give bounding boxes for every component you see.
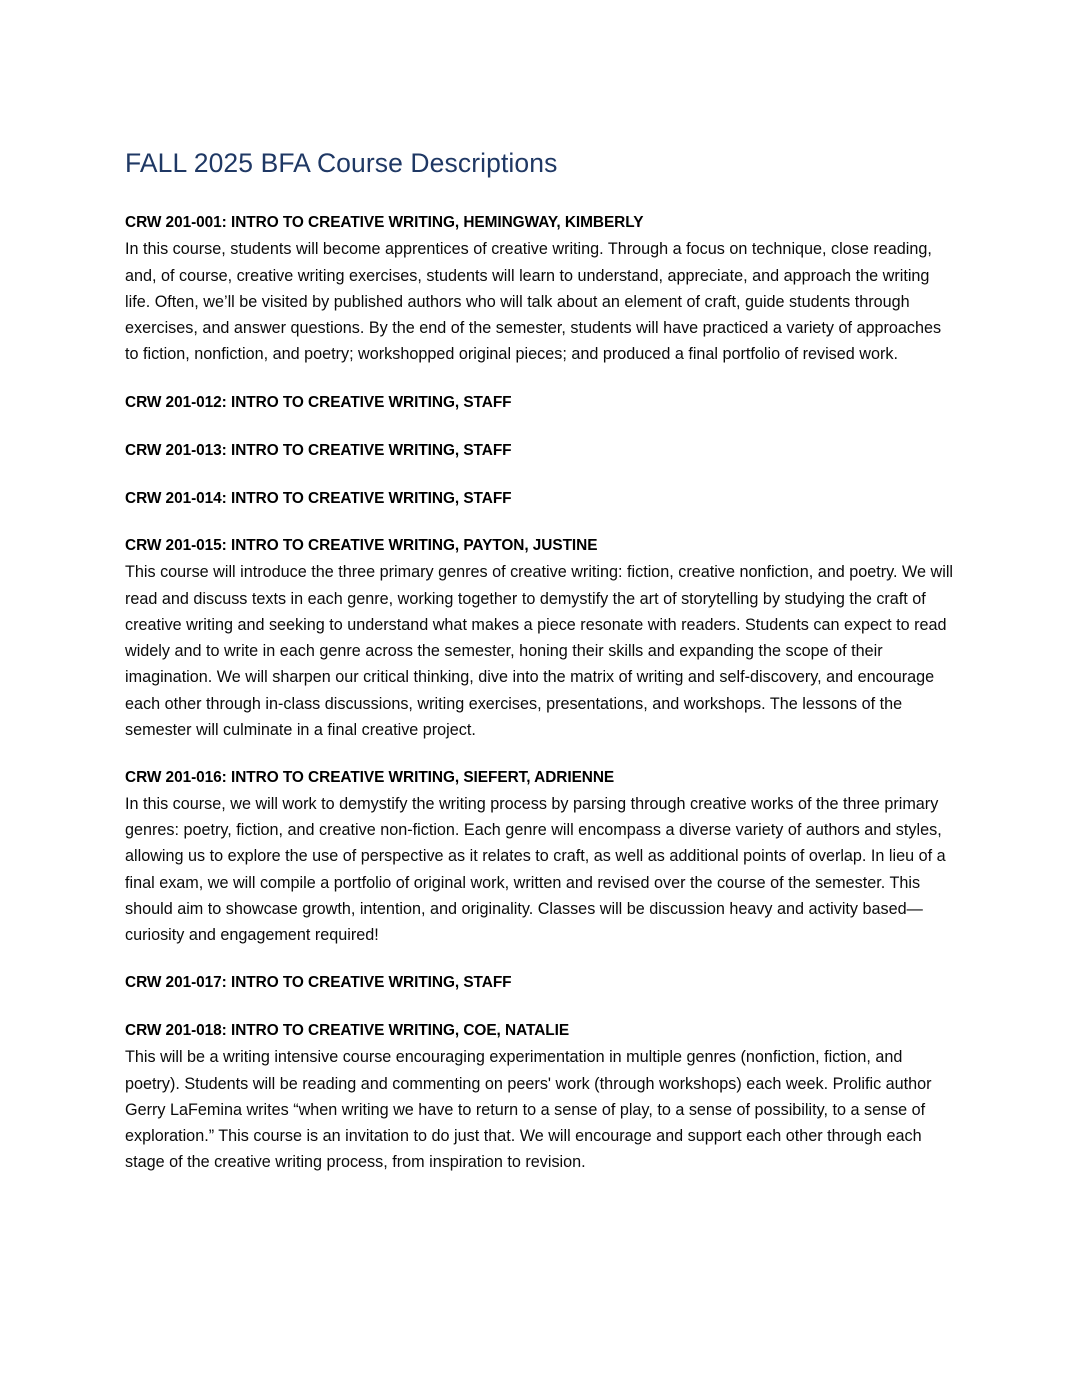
course-entry-1 [125, 391, 958, 416]
course-entry-0 [125, 211, 958, 367]
course-heading: CRW 201-013: INTRO TO CREATIVE WRITING, STAFF [125, 441, 512, 459]
course-heading: CRW 201-018: INTRO TO CREATIVE WRITING, COE, NATALIE [125, 1022, 570, 1040]
course-heading: CRW 201-012: INTRO TO CREATIVE WRITING, STAFF [125, 393, 512, 411]
course-description: This will be a writing intensive course encouraging experimentation in multiple genres (nonfiction, fiction, and poetry). Students will be reading and commenting on peers' work (through workshops) each week. Prolific author Gerry LaFemina writes “when writing we have to return to a sense of play, to a sense of possibility, to a sense of exploration.” This course is an invitation to do just that. We will encourage and support each other through each stage of the creative writing process, from inspiration to revision. [125, 1048, 932, 1172]
course-description-list [125, 211, 958, 1175]
course-entry-3 [125, 487, 958, 512]
course-description: In this course, students will become apprentices of creative writing. Through a focus on technique, close reading, and, of course, creative writing exercises, students will learn to understand, appreciate, and approach the writing life. Often, we’ll be visited by published authors who will talk about an element of craft, guide students through exercises, and answer questions. By the end of the semester, students will have practiced a variety of approaches to fiction, nonfiction, and poetry; workshopped original pieces; and produced a final portfolio of revised work. [125, 240, 942, 364]
course-heading: CRW 201-017: INTRO TO CREATIVE WRITING, STAFF [125, 974, 512, 992]
course-heading: CRW 201-014: INTRO TO CREATIVE WRITING, STAFF [125, 489, 512, 507]
course-description: This course will introduce the three primary genres of creative writing: fiction, creative nonfiction, and poetry. We will read and discuss texts in each genre, working together to demystify the art of storytelling by studying the craft of creative writing and seeking to understand what makes a piece resonate with readers. Students can expect to read widely and to write in each genre across the semester, honing their skills and expanding the scope of their imagination. We will sharpen our critical thinking, dive into the matrix of writing and self-discovery, and encourage each other through in-class discussions, writing exercises, presentations, and workshops. The lessons of the semester will culminate in a final creative project. [125, 563, 954, 739]
course-heading: CRW 201-015: INTRO TO CREATIVE WRITING, PAYTON, JUSTINE [125, 537, 598, 555]
course-entry-6 [125, 971, 958, 996]
course-entry-5 [125, 766, 958, 948]
course-entry-4 [125, 534, 958, 743]
course-description: In this course, we will work to demystify the writing process by parsing through creative works of the three primary genres: poetry, fiction, and creative non-fiction. Each genre will encompass a diverse variety of authors and styles, allowing us to explore the use of perspective as it relates to craft, as well as additional points of overlap. In lieu of a final exam, we will compile a portfolio of original work, written and revised over the course of the semester. This should aim to showcase growth, intention, and originality. Classes will be discussion heavy and activity based—curiosity and engagement required! [125, 795, 946, 945]
page-title: FALL 2025 BFA Course Descriptions [125, 148, 558, 178]
course-heading: CRW 201-016: INTRO TO CREATIVE WRITING, SIEFERT, ADRIENNE [125, 769, 615, 787]
course-heading: CRW 201-001: INTRO TO CREATIVE WRITING, HEMINGWAY, KIMBERLY [125, 214, 644, 232]
course-entry-2 [125, 439, 958, 464]
course-entry-7 [125, 1019, 958, 1175]
